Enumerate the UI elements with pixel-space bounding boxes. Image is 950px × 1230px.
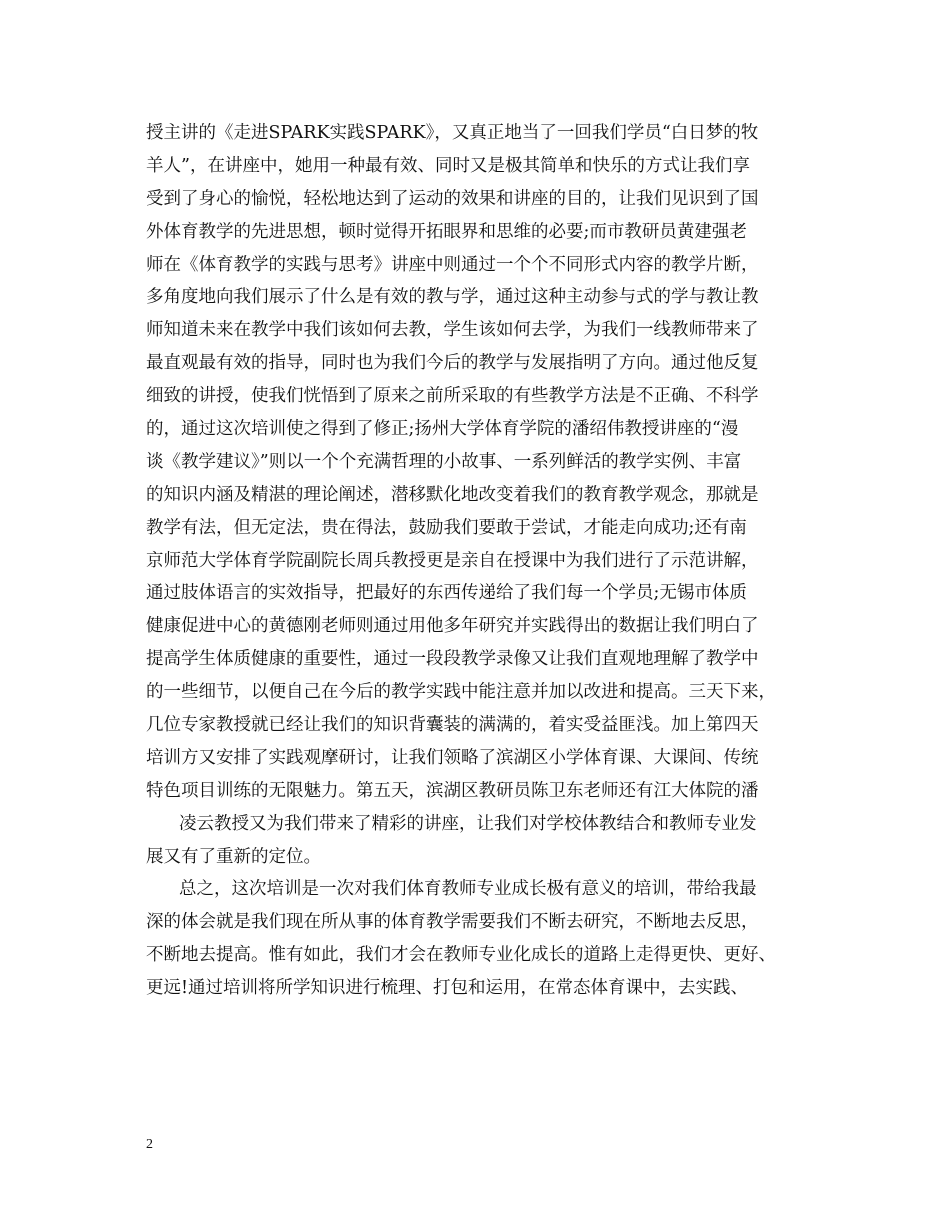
text-line: 师知道未来在教学中我们该如何去教，学生该如何去学，为我们一线教师带来了 (146, 320, 759, 341)
text-line: 深的体会就是我们现在所从事的体育教学需要我们不断去研究，不断地去反思， (146, 912, 759, 933)
text-line: 教学有法，但无定法，贵在得法，鼓励我们要敢于尝试，才能走向成功;还有南 (146, 517, 747, 538)
text-line: 师在《体育教学的实践与思考》讲座中则通过一个个不同形式内容的教学片断， (146, 254, 759, 275)
text-line: 谈《教学建议》”则以一个个充满哲理的小故事、一系列鲜活的教学实例、丰富 (146, 451, 742, 472)
body-text (146, 117, 816, 1005)
text-line: 的知识内涵及精湛的理论阐述，潜移默化地改变着我们的教育教学观念，那就是 (146, 484, 759, 505)
paragraph-start-line: 总之，这次培训是一次对我们体育教师专业成长极有意义的培训，带给我最 (179, 879, 757, 900)
text-line: 京师范大学体育学院副院长周兵教授更是亲自在授课中为我们进行了示范讲解， (146, 550, 759, 571)
text-line: 授主讲的《走进SPARK实践SPARK》，又真正地当了一回我们学员“白日梦的牧 (146, 123, 759, 143)
page-number: 2 (146, 1137, 153, 1152)
text-line: 更远!通过培训将所学知识进行梳理、打包和运用，在常态体育课中，去实践、 (146, 978, 749, 999)
text-line: 几位专家教授就已经让我们的知识背囊装的满满的，着实受益匪浅。加上第四天 (146, 715, 759, 736)
text-line: 外体育教学的先进思想，顿时觉得开拓眼界和思维的必要;而市教研员黄建强老 (146, 221, 747, 242)
text-line: 羊人”，在讲座中，她用一种最有效、同时又是极其简单和快乐的方式让我们享 (146, 155, 750, 176)
text-line: 特色项目训练的无限魅力。第五天，滨湖区教研员陈卫东老师还有江大体院的潘 (146, 780, 759, 801)
text-line: 的一些细节，以便自己在今后的教学实践中能注意并加以改进和提高。三天下来， (146, 682, 776, 703)
text-line: 凌云教授又为我们带来了精彩的讲座，让我们对学校体教结合和教师专业发 (179, 813, 757, 834)
text-line: 细致的讲授，使我们恍悟到了原来之前所采取的有些教学方法是不正确、不科学 (146, 386, 759, 407)
text-line: 的，通过这次培训使之得到了修正;扬州大学体育学院的潘绍伟教授讲座的“漫 (146, 419, 739, 440)
text-line: 最直观最有效的指导，同时也为我们今后的教学与发展指明了方向。通过他反复 (146, 353, 759, 374)
text-line: 展又有了重新的定位。 (146, 846, 321, 867)
text-line: 受到了身心的愉悦，轻松地达到了运动的效果和讲座的目的，让我们见识到了国 (146, 188, 759, 209)
text-line: 提高学生体质健康的重要性，通过一段段教学录像又让我们直观地理解了教学中 (146, 649, 759, 670)
text-line: 多角度地向我们展示了什么是有效的教与学，通过这种主动参与式的学与教让教 (146, 287, 759, 308)
text-line: 健康促进中心的黄德刚老师则通过用他多年研究并实践得出的数据让我们明白了 (146, 616, 759, 637)
text-line: 通过肢体语言的实效指导，把最好的东西传递给了我们每一个学员;无锡市体质 (146, 583, 747, 604)
text-line: 培训方又安排了实践观摩研讨，让我们领略了滨湖区小学体育课、大课间、传统 (146, 747, 759, 768)
text-line: 不断地去提高。惟有如此，我们才会在教师专业化成长的道路上走得更快、更好、 (146, 945, 776, 966)
